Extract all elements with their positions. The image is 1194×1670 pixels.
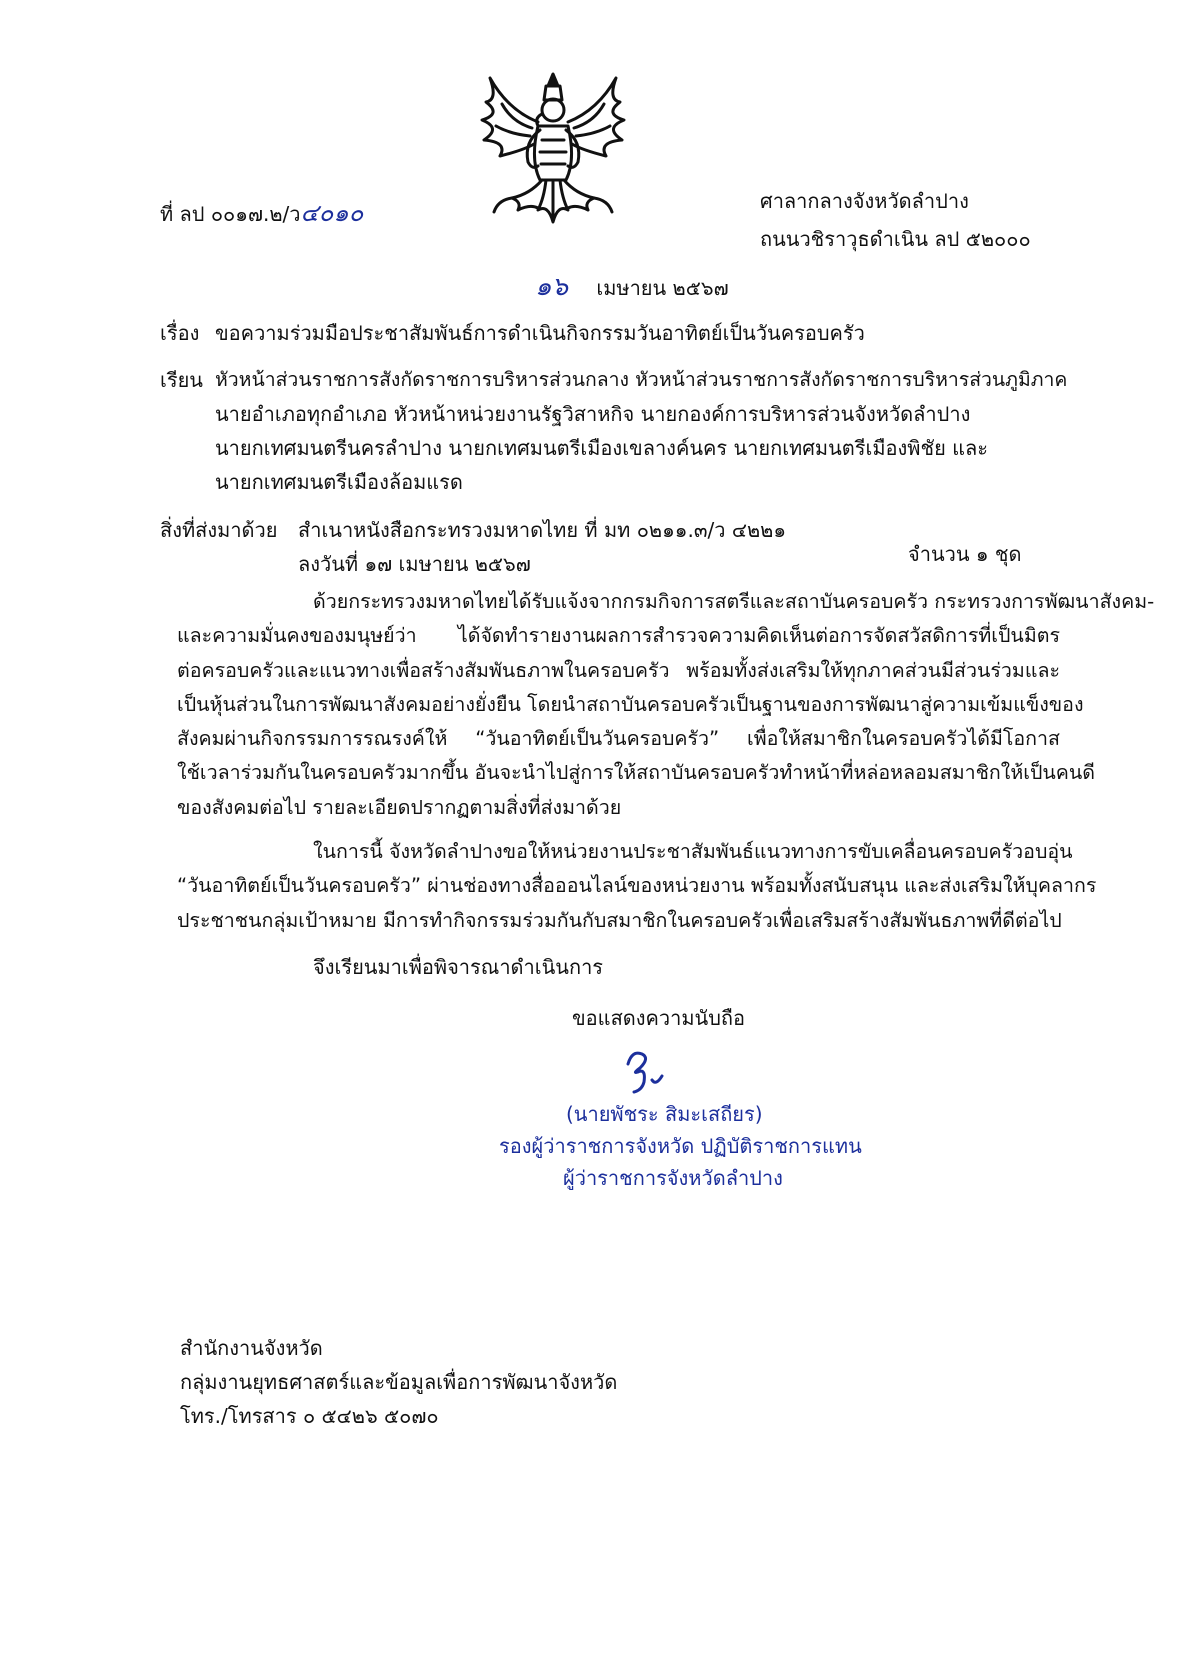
- paragraph-1-line: ต่อครอบครัวและแนวทางเพื่อสร้างสัมพันธภาพในครอบครัว พร้อมทั้งส่งเสริมให้ทุกภาคส่วนมีส่วนร่วมและ: [177, 658, 1060, 682]
- subject-text: ขอความร่วมมือประชาสัมพันธ์การดำเนินกิจกรรมวันอาทิตย์เป็นวันครอบครัว: [215, 321, 865, 345]
- enclosure-label: สิ่งที่ส่งมาด้วย: [160, 518, 278, 542]
- paragraph-1-line: ใช้เวลาร่วมกันในครอบครัวมากขึ้น อันจะนำไปสู่การให้สถาบันครอบครัวทำหน้าที่หล่อหลอมสมาชิกให้เป็นคนดี: [177, 761, 1096, 785]
- enclosure-line-2: ลงวันที่ ๑๗ เมษายน ๒๕๖๗: [298, 552, 531, 576]
- closing-sentence: จึงเรียนมาเพื่อพิจารณาดำเนินการ: [313, 955, 604, 979]
- paragraph-2-line: “วันอาทิตย์เป็นวันครอบครัว” ผ่านช่องทางสื่อออนไลน์ของหน่วยงาน พร้อมทั้งสนับสนุน และส่งเสริมให้บุคลากร: [177, 874, 1097, 898]
- office-address-line2: ถนนวชิราวุธดำเนิน ลป ๕๒๐๐๐: [760, 227, 1031, 251]
- recipient-line-1: หัวหน้าส่วนราชการสังกัดราชการบริหารส่วนกลาง หัวหน้าส่วนราชการสังกัดราชการบริหารส่วนภูมิภาค: [215, 368, 1068, 391]
- paragraph-1-line: ของสังคมต่อไป รายละเอียดปรากฏตามสิ่งที่ส่งมาด้วย: [177, 795, 622, 819]
- recipient-line-2: นายอำเภอทุกอำเภอ หัวหน้าหน่วยงานรัฐวิสาหกิจ นายกองค์การบริหารส่วนจังหวัดลำปาง: [215, 402, 971, 426]
- footer-phone: โทร./โทรสาร ๐ ๕๔๒๖ ๕๐๗๐: [180, 1404, 439, 1428]
- office-address-line1: ศาลากลางจังหวัดลำปาง: [760, 189, 969, 213]
- paragraph-1-line: สังคมผ่านกิจกรรมการรณรงค์ให้ “วันอาทิตย์เป็นวันครอบครัว” เพื่อให้สมาชิกในครอบครัวได้มีโอกาส: [177, 727, 1060, 751]
- paragraph-1-line: เป็นหุ้นส่วนในการพัฒนาสังคมอย่างยั่งยืน โดยนำสถาบันครอบครัวเป็นฐานของการพัฒนาสู่ความเข้มแข็งของ: [177, 692, 1084, 716]
- handwritten-signature-icon: [618, 1046, 678, 1096]
- handwritten-reference-number: ๔๐๑๐: [300, 199, 364, 227]
- recipient-label: เรียน: [160, 368, 203, 392]
- enclosure-line-1: สำเนาหนังสือกระทรวงมหาดไทย ที่ มท ๐๒๑๑.๓/ว ๔๒๒๑: [298, 518, 787, 542]
- courtesy-closing: ขอแสดงความนับถือ: [572, 1006, 746, 1030]
- body-paragraph-1: [177, 585, 1155, 825]
- signatory-position-2: ผู้ว่าราชการจังหวัดลำปาง: [563, 1166, 783, 1190]
- reference-number: [160, 198, 363, 229]
- footer-division: กลุ่มงานยุทธศาสตร์และข้อมูลเพื่อการพัฒนาจังหวัด: [180, 1370, 618, 1394]
- document-date: [535, 272, 729, 303]
- recipient-line-4: นายกเทศมนตรีเมืองล้อมแรด: [215, 470, 463, 494]
- subject-label: เรื่อง: [160, 321, 200, 345]
- reference-label: ที่ ลป ๐๐๑๗.๒/ว: [160, 202, 301, 226]
- date-month-year: เมษายน ๒๕๖๗: [596, 276, 729, 300]
- signatory-name: (นายพัชระ สิมะเสถียร): [566, 1102, 763, 1126]
- recipient-line-3: นายกเทศมนตรีนครลำปาง นายกเทศมนตรีเมืองเขลางค์นคร นายกเทศมนตรีเมืองพิชัย และ: [215, 436, 989, 460]
- enclosure-count: จำนวน ๑ ชุด: [908, 542, 1022, 566]
- footer-office: สำนักงานจังหวัด: [180, 1336, 323, 1360]
- handwritten-date-day: ๑๖: [535, 272, 569, 302]
- body-paragraph-2: [177, 835, 1097, 938]
- paragraph-1-line: และความมั่นคงของมนุษย์ว่า ได้จัดทำรายงานผลการสำรวจความคิดเห็นต่อการจัดสวัสดิการที่เป็นมิตร: [177, 624, 1060, 648]
- paragraph-2-line: ประชาชนกลุ่มเป้าหมาย มีการทำกิจกรรมร่วมกันกับสมาชิกในครอบครัวเพื่อเสริมสร้างสัมพันธภาพที่ดีต่อไป: [177, 908, 1062, 932]
- garuda-emblem-icon: [468, 70, 638, 230]
- signatory-position-1: รองผู้ว่าราชการจังหวัด ปฏิบัติราชการแทน: [499, 1134, 862, 1158]
- paragraph-1-line: ด้วยกระทรวงมหาดไทยได้รับแจ้งจากกรมกิจการสตรีและสถาบันครอบครัว กระทรวงการพัฒนาสังคม-: [313, 590, 1155, 613]
- paragraph-2-line: ในการนี้ จังหวัดลำปางขอให้หน่วยงานประชาสัมพันธ์แนวทางการขับเคลื่อนครอบครัวอบอุ่น: [313, 840, 1073, 863]
